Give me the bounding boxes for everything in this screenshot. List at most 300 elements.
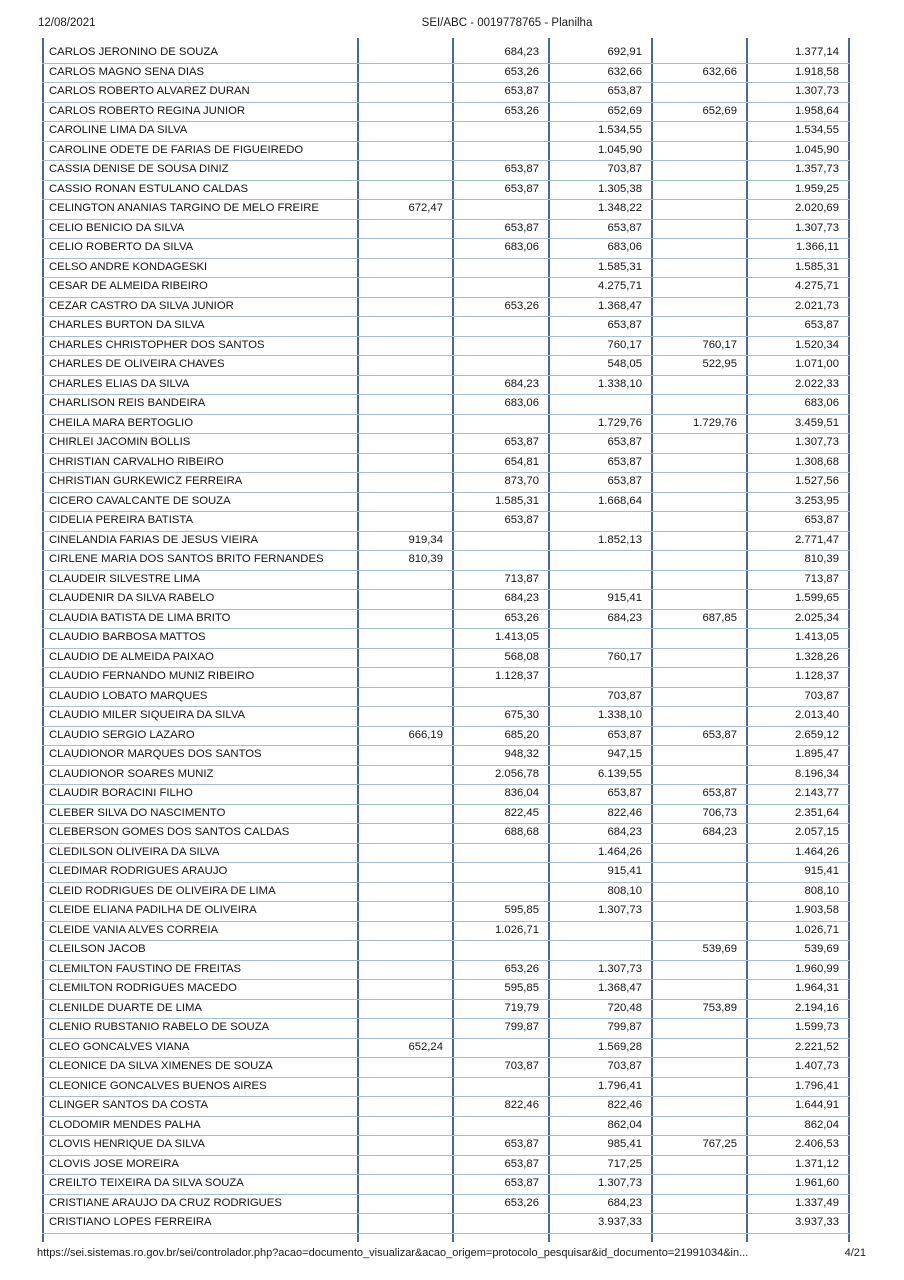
employee-name-cell: CLEDIMAR RODRIGUES ARAUJO (42, 863, 359, 882)
value-cell: 653,87 (550, 83, 653, 102)
value-cell: 1.796,41 (550, 1078, 653, 1097)
header-title: SEI/ABC - 0019778765 - Planilha (421, 17, 593, 29)
table-row (42, 512, 850, 532)
value-cell: 653,26 (454, 103, 550, 122)
value-cell (359, 161, 454, 180)
employee-name-cell: CHARLES BURTON DA SILVA (42, 317, 359, 336)
employee-name-cell: CLEILSON JACOB (42, 941, 359, 960)
value-cell (653, 1195, 748, 1214)
value-cell (653, 571, 748, 590)
value-cell: 862,04 (748, 1117, 850, 1136)
value-cell (653, 844, 748, 863)
table-row (42, 473, 850, 493)
value-cell (359, 1136, 454, 1155)
employee-name-cell: CHARLES ELIAS DA SILVA (42, 376, 359, 395)
value-cell: 2.025,34 (748, 610, 850, 629)
employee-name-cell: CLENILDE DUARTE DE LIMA (42, 1000, 359, 1019)
value-cell: 653,87 (748, 512, 850, 531)
value-cell (359, 688, 454, 707)
table-row (42, 1058, 850, 1078)
value-cell: 1.464,26 (748, 844, 850, 863)
value-cell (359, 1175, 454, 1194)
value-cell (550, 668, 653, 687)
value-cell: 1.959,25 (748, 181, 850, 200)
table-row (42, 103, 850, 123)
value-cell (653, 1175, 748, 1194)
value-cell (359, 863, 454, 882)
table-row (42, 1019, 850, 1039)
employee-name-cell: CHARLES CHRISTOPHER DOS SANTOS (42, 337, 359, 356)
value-cell (359, 415, 454, 434)
table-row (42, 610, 850, 630)
value-cell (359, 376, 454, 395)
value-cell (653, 980, 748, 999)
value-cell: 684,23 (454, 44, 550, 63)
value-cell (359, 259, 454, 278)
value-cell (359, 64, 454, 83)
value-cell (653, 1039, 748, 1058)
value-cell (454, 844, 550, 863)
table-row (42, 434, 850, 454)
employee-name-cell: CLAUDENIR DA SILVA RABELO (42, 590, 359, 609)
value-cell: 822,45 (454, 805, 550, 824)
employee-name-cell: CARLOS MAGNO SENA DIAS (42, 64, 359, 83)
employee-name-cell: CRISTIANE ARAUJO DA CRUZ RODRIGUES (42, 1195, 359, 1214)
value-cell: 1.527,56 (748, 473, 850, 492)
value-cell (359, 278, 454, 297)
value-cell: 548,05 (550, 356, 653, 375)
value-cell: 836,04 (454, 785, 550, 804)
value-cell (454, 415, 550, 434)
value-cell: 653,87 (550, 473, 653, 492)
value-cell (653, 259, 748, 278)
employee-name-cell: CLAUDIO SERGIO LAZARO (42, 727, 359, 746)
employee-name-cell: CLAUDIO DE ALMEIDA PAIXAO (42, 649, 359, 668)
employee-name-cell: CLEID RODRIGUES DE OLIVEIRA DE LIMA (42, 883, 359, 902)
value-cell (454, 551, 550, 570)
table-row (42, 629, 850, 649)
value-cell: 1.918,58 (748, 64, 850, 83)
employee-name-cell: CLAUDIONOR MARQUES DOS SANTOS (42, 746, 359, 765)
value-cell: 1.071,00 (748, 356, 850, 375)
employee-name-cell: CHRISTIAN CARVALHO RIBEIRO (42, 454, 359, 473)
table-row (42, 356, 850, 376)
table-row (42, 824, 850, 844)
value-cell: 2.659,12 (748, 727, 850, 746)
table-row (42, 278, 850, 298)
value-cell (653, 239, 748, 258)
employee-name-cell: CLAUDIO BARBOSA MATTOS (42, 629, 359, 648)
value-cell: 703,87 (748, 688, 850, 707)
employee-name-cell: CARLOS JERONINO DE SOUZA (42, 44, 359, 63)
value-cell (653, 1117, 748, 1136)
employee-name-cell: CLAUDIR BORACINI FILHO (42, 785, 359, 804)
value-cell: 703,87 (550, 1058, 653, 1077)
value-cell (359, 1097, 454, 1116)
employee-name-cell: CESAR DE ALMEIDA RIBEIRO (42, 278, 359, 297)
value-cell (359, 181, 454, 200)
value-cell: 2.194,16 (748, 1000, 850, 1019)
value-cell (653, 746, 748, 765)
value-cell: 1.569,28 (550, 1039, 653, 1058)
table-row (42, 941, 850, 961)
value-cell (359, 746, 454, 765)
value-cell (454, 1039, 550, 1058)
payroll-table (42, 38, 850, 1242)
value-cell: 760,17 (653, 337, 748, 356)
value-cell: 1.366,11 (748, 239, 850, 258)
value-cell: 653,26 (454, 610, 550, 629)
employee-name-cell: CLEONICE DA SILVA XIMENES DE SOUZA (42, 1058, 359, 1077)
employee-name-cell: CEZAR CASTRO DA SILVA JUNIOR (42, 298, 359, 317)
table-bottom-continuation (42, 1234, 850, 1242)
value-cell (454, 278, 550, 297)
value-cell: 653,87 (550, 785, 653, 804)
value-cell: 653,26 (454, 961, 550, 980)
value-cell: 1.338,10 (550, 376, 653, 395)
value-cell: 1.337,49 (748, 1195, 850, 1214)
value-cell: 822,46 (550, 805, 653, 824)
table-row (42, 83, 850, 103)
value-cell (359, 434, 454, 453)
value-cell: 2.143,77 (748, 785, 850, 804)
value-cell: 2.022,33 (748, 376, 850, 395)
value-cell: 653,26 (454, 298, 550, 317)
value-cell (359, 1214, 454, 1233)
value-cell (454, 883, 550, 902)
value-cell: 653,87 (653, 727, 748, 746)
value-cell: 810,39 (359, 551, 454, 570)
table-row (42, 785, 850, 805)
value-cell: 666,19 (359, 727, 454, 746)
value-cell: 685,20 (454, 727, 550, 746)
employee-name-cell: CELSO ANDRE KONDAGESKI (42, 259, 359, 278)
employee-name-cell: CIDELIA PEREIRA BATISTA (42, 512, 359, 531)
value-cell: 720,48 (550, 1000, 653, 1019)
value-cell: 6.139,55 (550, 766, 653, 785)
employee-name-cell: CLEBER SILVA DO NASCIMENTO (42, 805, 359, 824)
value-cell: 653,87 (550, 317, 653, 336)
value-cell (454, 337, 550, 356)
value-cell: 799,87 (454, 1019, 550, 1038)
value-cell (359, 83, 454, 102)
value-cell (454, 200, 550, 219)
table-row (42, 590, 850, 610)
value-cell: 1.307,73 (550, 902, 653, 921)
value-cell: 1.960,99 (748, 961, 850, 980)
value-cell: 653,87 (454, 181, 550, 200)
value-cell (653, 1097, 748, 1116)
value-cell (550, 512, 653, 531)
value-cell: 1.328,26 (748, 649, 850, 668)
value-cell (653, 473, 748, 492)
value-cell (359, 571, 454, 590)
value-cell (359, 1078, 454, 1097)
value-cell (359, 1195, 454, 1214)
table-row (42, 337, 850, 357)
value-cell: 719,79 (454, 1000, 550, 1019)
value-cell: 1.668,64 (550, 493, 653, 512)
value-cell (653, 1156, 748, 1175)
table-row (42, 883, 850, 903)
value-cell (653, 454, 748, 473)
employee-name-cell: CLAUDIO FERNANDO MUNIZ RIBEIRO (42, 668, 359, 687)
value-cell (653, 590, 748, 609)
value-cell: 1.520,34 (748, 337, 850, 356)
value-cell: 683,06 (454, 239, 550, 258)
value-cell (454, 259, 550, 278)
value-cell: 822,46 (550, 1097, 653, 1116)
header-date: 12/08/2021 (38, 17, 96, 29)
value-cell (454, 1214, 550, 1233)
employee-name-cell: CELIO ROBERTO DA SILVA (42, 239, 359, 258)
value-cell (653, 668, 748, 687)
value-cell: 915,41 (748, 863, 850, 882)
value-cell: 2.221,52 (748, 1039, 850, 1058)
value-cell (653, 298, 748, 317)
value-cell: 985,41 (550, 1136, 653, 1155)
value-cell (359, 454, 454, 473)
table-row (42, 707, 850, 727)
table-row (42, 1117, 850, 1137)
value-cell (653, 200, 748, 219)
employee-name-cell: CHARLES DE OLIVEIRA CHAVES (42, 356, 359, 375)
value-cell: 915,41 (550, 863, 653, 882)
value-cell (653, 902, 748, 921)
value-cell: 1.961,60 (748, 1175, 850, 1194)
value-cell: 1.729,76 (653, 415, 748, 434)
value-cell: 595,85 (454, 980, 550, 999)
value-cell (550, 551, 653, 570)
table-row (42, 805, 850, 825)
value-cell (359, 1019, 454, 1038)
value-cell: 1.534,55 (748, 122, 850, 141)
employee-name-cell: CLINGER SANTOS DA COSTA (42, 1097, 359, 1116)
table-row (42, 493, 850, 513)
value-cell: 652,69 (653, 103, 748, 122)
employee-name-cell: CAROLINE LIMA DA SILVA (42, 122, 359, 141)
employee-name-cell: CASSIA DENISE DE SOUSA DINIZ (42, 161, 359, 180)
value-cell: 760,17 (550, 649, 653, 668)
value-cell: 653,87 (550, 454, 653, 473)
employee-name-cell: CIRLENE MARIA DOS SANTOS BRITO FERNANDES (42, 551, 359, 570)
value-cell: 653,87 (454, 434, 550, 453)
value-cell: 2.406,53 (748, 1136, 850, 1155)
value-cell: 1.308,68 (748, 454, 850, 473)
value-cell (550, 922, 653, 941)
value-cell: 688,68 (454, 824, 550, 843)
value-cell: 683,06 (454, 395, 550, 414)
table-row (42, 376, 850, 396)
value-cell: 653,87 (454, 83, 550, 102)
table-row (42, 142, 850, 162)
value-cell (653, 317, 748, 336)
value-cell: 1.368,47 (550, 980, 653, 999)
value-cell (454, 142, 550, 161)
value-cell (454, 356, 550, 375)
value-cell (550, 941, 653, 960)
table-row (42, 454, 850, 474)
table-row (42, 1000, 850, 1020)
value-cell (359, 980, 454, 999)
value-cell (359, 961, 454, 980)
value-cell: 683,06 (748, 395, 850, 414)
employee-name-cell: CLEMILTON RODRIGUES MACEDO (42, 980, 359, 999)
value-cell: 1.895,47 (748, 746, 850, 765)
value-cell: 810,39 (748, 551, 850, 570)
value-cell: 1.534,55 (550, 122, 653, 141)
table-row (42, 317, 850, 337)
table-row (42, 727, 850, 747)
table-row (42, 746, 850, 766)
value-cell: 684,23 (454, 376, 550, 395)
value-cell (653, 434, 748, 453)
value-cell (454, 122, 550, 141)
value-cell: 1.958,64 (748, 103, 850, 122)
value-cell: 703,87 (454, 1058, 550, 1077)
employee-name-cell: CLAUDIO MILER SIQUEIRA DA SILVA (42, 707, 359, 726)
employee-name-cell: CREILTO TEIXEIRA DA SILVA SOUZA (42, 1175, 359, 1194)
value-cell: 1.348,22 (550, 200, 653, 219)
value-cell: 4.275,71 (550, 278, 653, 297)
employee-name-cell: CLEMILTON FAUSTINO DE FREITAS (42, 961, 359, 980)
value-cell: 652,69 (550, 103, 653, 122)
value-cell (653, 376, 748, 395)
table-row (42, 181, 850, 201)
value-cell (653, 493, 748, 512)
value-cell (359, 473, 454, 492)
value-cell (359, 668, 454, 687)
value-cell (359, 649, 454, 668)
value-cell: 692,91 (550, 44, 653, 63)
value-cell (653, 181, 748, 200)
value-cell: 2.021,73 (748, 298, 850, 317)
value-cell: 1.128,37 (748, 668, 850, 687)
value-cell: 713,87 (454, 571, 550, 590)
value-cell (359, 824, 454, 843)
value-cell: 808,10 (550, 883, 653, 902)
table-row (42, 415, 850, 435)
value-cell: 799,87 (550, 1019, 653, 1038)
value-cell: 1.371,12 (748, 1156, 850, 1175)
employee-name-cell: CLENIO RUBSTANIO RABELO DE SOUZA (42, 1019, 359, 1038)
value-cell: 919,34 (359, 532, 454, 551)
value-cell: 703,87 (550, 688, 653, 707)
value-cell (359, 1058, 454, 1077)
value-cell (359, 220, 454, 239)
employee-name-cell: CLAUDIO LOBATO MARQUES (42, 688, 359, 707)
value-cell: 1.307,73 (748, 434, 850, 453)
table-row (42, 259, 850, 279)
value-cell: 1.026,71 (454, 922, 550, 941)
table-row (42, 298, 850, 318)
value-cell: 1.357,73 (748, 161, 850, 180)
value-cell: 753,89 (653, 1000, 748, 1019)
table-row (42, 668, 850, 688)
employee-name-cell: CINELANDIA FARIAS DE JESUS VIEIRA (42, 532, 359, 551)
value-cell: 672,47 (359, 200, 454, 219)
employee-name-cell: CLEBERSON GOMES DOS SANTOS CALDAS (42, 824, 359, 843)
value-cell (653, 629, 748, 648)
value-cell: 632,66 (550, 64, 653, 83)
value-cell (653, 395, 748, 414)
value-cell: 1.045,90 (550, 142, 653, 161)
value-cell (653, 122, 748, 141)
value-cell (653, 688, 748, 707)
value-cell: 653,26 (454, 64, 550, 83)
value-cell (550, 629, 653, 648)
value-cell: 683,06 (550, 239, 653, 258)
value-cell (454, 1117, 550, 1136)
value-cell (653, 1058, 748, 1077)
value-cell (359, 1117, 454, 1136)
value-cell: 1.368,47 (550, 298, 653, 317)
value-cell (359, 103, 454, 122)
value-cell: 915,41 (550, 590, 653, 609)
value-cell (454, 941, 550, 960)
value-cell (359, 629, 454, 648)
table-row (42, 1195, 850, 1215)
value-cell (653, 922, 748, 941)
value-cell: 3.253,95 (748, 493, 850, 512)
employee-name-cell: CARLOS ROBERTO REGINA JUNIOR (42, 103, 359, 122)
value-cell (653, 1214, 748, 1233)
value-cell: 653,87 (550, 434, 653, 453)
table-row (42, 688, 850, 708)
value-cell (550, 571, 653, 590)
table-row (42, 1175, 850, 1195)
value-cell: 1.307,73 (748, 83, 850, 102)
value-cell: 1.407,73 (748, 1058, 850, 1077)
employee-name-cell: CLEO GONCALVES VIANA (42, 1039, 359, 1058)
value-cell: 1.585,31 (748, 259, 850, 278)
employee-name-cell: CHEILA MARA BERTOGLIO (42, 415, 359, 434)
value-cell: 684,23 (653, 824, 748, 843)
table-row (42, 863, 850, 883)
employee-name-cell: CARLOS ROBERTO ALVAREZ DURAN (42, 83, 359, 102)
value-cell (653, 1078, 748, 1097)
value-cell (359, 298, 454, 317)
value-cell (359, 44, 454, 63)
value-cell (359, 239, 454, 258)
value-cell: 684,23 (550, 610, 653, 629)
value-cell: 632,66 (653, 64, 748, 83)
value-cell: 1.644,91 (748, 1097, 850, 1116)
table-row (42, 649, 850, 669)
value-cell (653, 278, 748, 297)
value-cell: 1.307,73 (550, 961, 653, 980)
table-row (42, 239, 850, 259)
value-cell (359, 766, 454, 785)
value-cell (359, 317, 454, 336)
employee-name-cell: CLOVIS JOSE MOREIRA (42, 1156, 359, 1175)
value-cell: 767,25 (653, 1136, 748, 1155)
value-cell (359, 1000, 454, 1019)
value-cell (653, 961, 748, 980)
value-cell: 1.599,65 (748, 590, 850, 609)
value-cell: 675,30 (454, 707, 550, 726)
value-cell (359, 512, 454, 531)
value-cell: 687,85 (653, 610, 748, 629)
value-cell: 2.020,69 (748, 200, 850, 219)
value-cell: 653,87 (653, 785, 748, 804)
value-cell (359, 122, 454, 141)
value-cell: 595,85 (454, 902, 550, 921)
employee-name-cell: CICERO CAVALCANTE DE SOUZA (42, 493, 359, 512)
value-cell (653, 551, 748, 570)
table-row (42, 64, 850, 84)
table-row (42, 1078, 850, 1098)
